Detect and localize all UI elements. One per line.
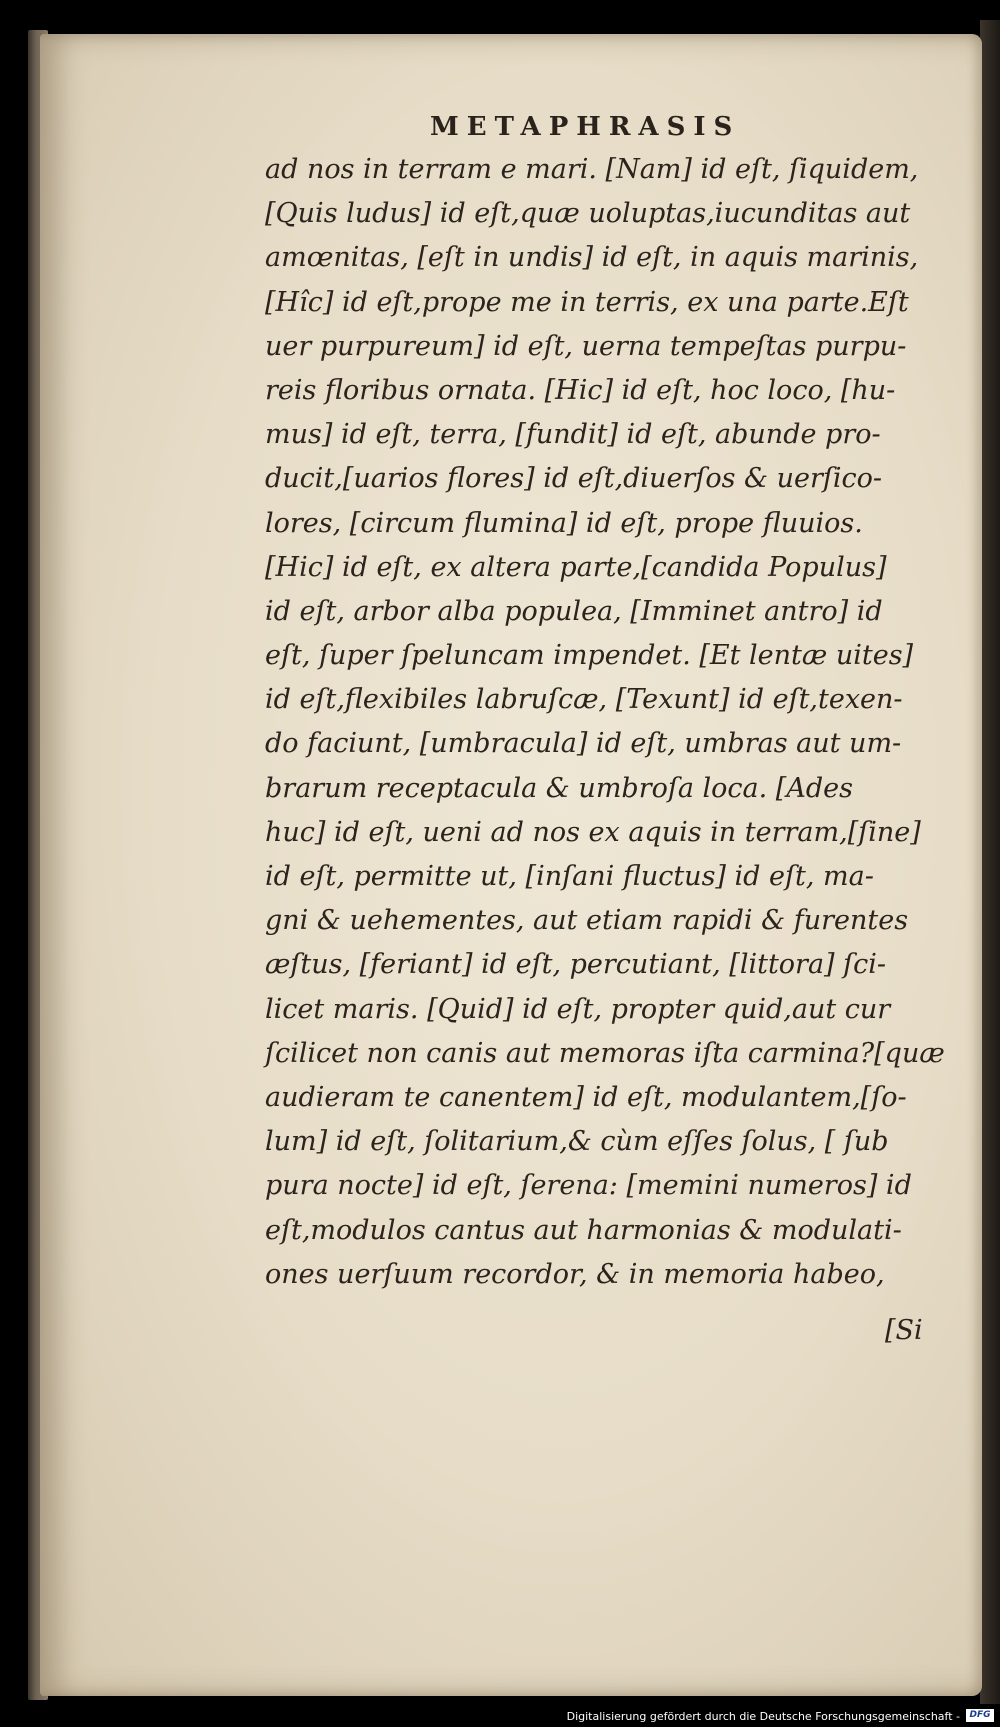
- digitization-footer: [0, 1704, 1000, 1727]
- page-text: [265, 148, 945, 1297]
- book-fore-edge: [980, 20, 1000, 1710]
- text-line: amœnitas, [eſt in undis] id eſt, in aquis marinis,: [265, 242, 919, 274]
- text-line: audieram te canentem] id eſt, modulantem,[ſo-: [265, 1081, 907, 1113]
- text-line: id eſt, permitte ut, [inſani fluctus] id eſt, ma-: [265, 861, 874, 892]
- text-line: [Hic] id eſt, ex altera parte,[candida Populus]: [265, 551, 887, 583]
- text-line: licet maris. [Quid] id eſt, propter quid,aut cur: [265, 993, 891, 1025]
- text-line: huc] id eſt, ueni ad nos ex aquis in terram,[ſine]: [265, 816, 921, 848]
- text-line: pura nocte] id eſt, ſerena: [memini numeros] id: [265, 1170, 912, 1202]
- text-line: reis floribus ornata. [Hic] id eſt, hoc loco, [hu-: [265, 374, 896, 406]
- text-line: do faciunt, [umbracula] id eſt, umbras aut um-: [265, 728, 902, 760]
- text-line: id eſt, arbor alba populea, [Imminet antro] id: [265, 595, 883, 627]
- catchword: [Si: [885, 1315, 923, 1346]
- text-line: id eſt,flexibiles labruſcæ, [Texunt] id eſt,texen-: [265, 684, 903, 716]
- text-line: eſt,modulos cantus aut harmonias & modulati-: [265, 1214, 902, 1246]
- text-line: gni & uehementes, aut etiam rapidi & furentes: [265, 905, 909, 937]
- running-head: METAPHRASIS: [430, 112, 741, 142]
- text-line: ſcilicet non canis aut memoras iſta carmina?[quæ: [265, 1037, 945, 1069]
- text-line: lum] id eſt, ſolitarium,& cùm eſſes ſolus, [ ſub: [265, 1126, 889, 1158]
- text-line: æſtus, [feriant] id eſt, percutiant, [littora] ſci-: [265, 949, 887, 981]
- text-line: ones uerſuum recordor, & in memoria habeo,: [265, 1258, 885, 1290]
- text-line: [Hîc] id eſt,prope me in terris, ex una parte.Eſt: [265, 286, 909, 318]
- funding-credit: Digitalisierung gefördert durch die Deutsche Forschungsgemeinschaft -: [566, 1710, 960, 1723]
- text-line: uer purpureum] id eſt, uerna tempeſtas purpu-: [265, 330, 907, 362]
- text-line: [Quis ludus] id eſt,quæ uoluptas,iucunditas aut: [265, 198, 911, 230]
- text-line: eſt, ſuper ſpeluncam impendet. [Et lentæ uites]: [265, 640, 914, 672]
- text-line: brarum receptacula & umbroſa loca. [Ades: [265, 772, 853, 804]
- text-line: ducit,[uarios flores] id eſt,diuerſos & uerſico-: [265, 463, 883, 495]
- text-line: ad nos in terram e mari. [Nam] id eſt, ſiquidem,: [265, 154, 919, 185]
- text-line: lores, [circum flumina] id eſt, prope fluuios.: [265, 507, 863, 539]
- text-line: mus] id eſt, terra, [fundit] id eſt, abunde pro-: [265, 419, 881, 451]
- dfg-logo: DFG: [966, 1709, 994, 1722]
